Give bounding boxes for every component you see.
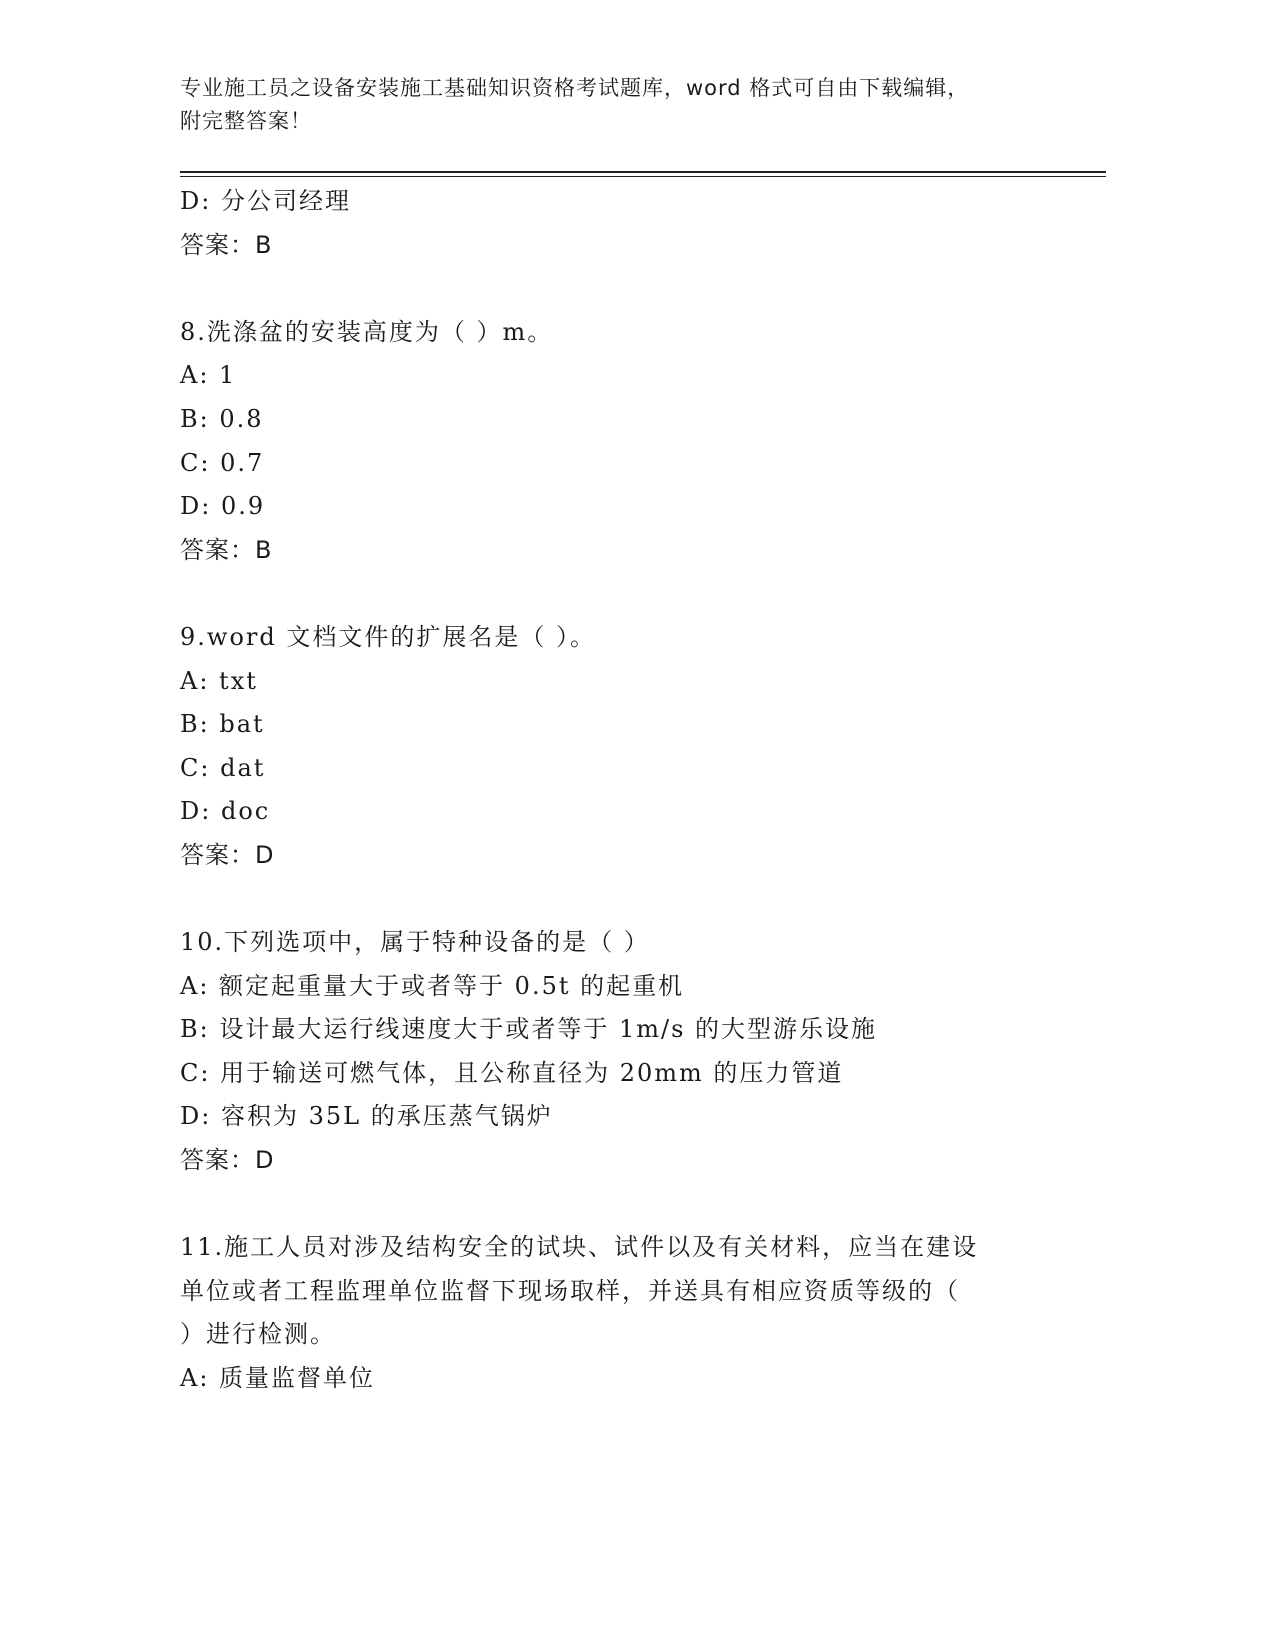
prev-answer: 答案：B bbox=[180, 230, 273, 259]
prev-option-d: D: 分公司经理 bbox=[180, 187, 351, 215]
spacer bbox=[180, 267, 1080, 311]
question-10-answer: 答案：D bbox=[180, 1146, 275, 1175]
question-8-option-a: A: 1 bbox=[180, 361, 237, 390]
question-10-option-a: A: 额定起重量大于或者等于 0.5t 的起重机 bbox=[180, 971, 685, 1000]
question-9-stem: 9.word 文档文件的扩展名是（ ）。 bbox=[180, 622, 596, 651]
question-8-stem: 8.洗涤盆的安装高度为（ ）m。 bbox=[180, 317, 554, 346]
header-line-1: 专业施工员之设备安装施工基础知识资格考试题库，word 格式可自由下载编辑， bbox=[180, 76, 970, 100]
header-line-2: 附完整答案！ bbox=[180, 109, 312, 133]
document-header bbox=[180, 72, 1060, 138]
question-9-option-d: D: doc bbox=[180, 797, 271, 826]
question-11-stem-line-2: 单位或者工程监理单位监督下现场取样，并送具有相应资质等级的（ bbox=[180, 1276, 960, 1305]
spacer bbox=[180, 572, 1080, 616]
question-8-option-d: D: 0.9 bbox=[180, 492, 266, 521]
header-divider-thick bbox=[180, 171, 1106, 173]
header-divider-thin bbox=[180, 176, 1106, 177]
question-10-stem: 10.下列选项中，属于特种设备的是（ ） bbox=[180, 928, 650, 957]
question-9-option-b: B: bat bbox=[180, 710, 265, 739]
question-11-option-a: A: 质量监督单位 bbox=[180, 1364, 376, 1393]
question-10-option-d: D: 容积为 35L 的承压蒸气锅炉 bbox=[180, 1102, 553, 1131]
spacer bbox=[180, 878, 1080, 922]
question-8-answer: 答案：B bbox=[180, 535, 273, 564]
question-10-option-b: B: 设计最大运行线速度大于或者等于 1m/s 的大型游乐设施 bbox=[180, 1015, 878, 1044]
question-8-option-c: C: 0.7 bbox=[180, 448, 265, 477]
spacer bbox=[180, 1183, 1080, 1227]
question-9-option-a: A: txt bbox=[180, 666, 258, 695]
question-8-option-b: B: 0.8 bbox=[180, 404, 264, 433]
question-list bbox=[180, 180, 1080, 1401]
question-11-stem-line-1: 11.施工人员对涉及结构安全的试块、试件以及有关材料，应当在建设 bbox=[180, 1233, 979, 1262]
question-9-answer: 答案：D bbox=[180, 840, 275, 869]
question-9-option-c: C: dat bbox=[180, 753, 266, 782]
question-10-option-c: C: 用于输送可燃气体，且公称直径为 20mm 的压力管道 bbox=[180, 1058, 844, 1087]
question-11-stem-line-3: ）进行检测。 bbox=[180, 1320, 336, 1349]
